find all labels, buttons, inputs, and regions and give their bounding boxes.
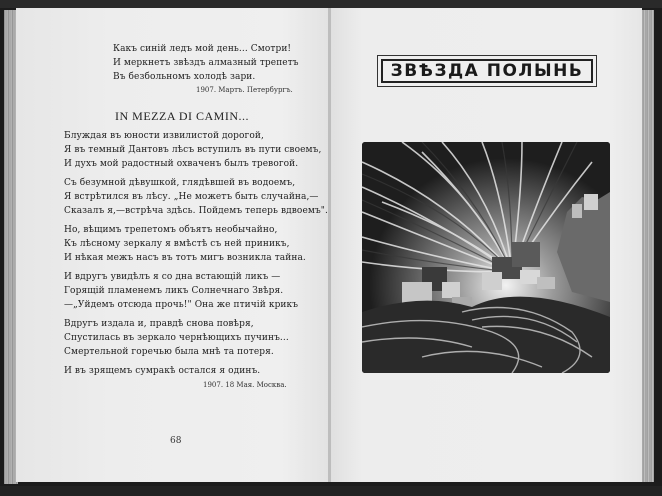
poem-line: Спустилась въ зеркало чернѣющихъ пучинъ... bbox=[64, 333, 289, 343]
poem-title: IN MEZZA DI CAMIN... bbox=[115, 109, 249, 123]
book-cover-bottom-edge bbox=[0, 486, 662, 496]
page-edges-right bbox=[640, 10, 654, 482]
poem-line: И вдругъ увидѣлъ я со дна встающій ликъ — bbox=[64, 272, 281, 282]
poem-line: Горящій пламенемъ ликъ Солнечнаго Звѣря. bbox=[64, 286, 284, 296]
epigraph-line: И меркнетъ звѣздъ алмазный трепетъ bbox=[113, 58, 299, 68]
book-cover-top-edge bbox=[0, 0, 662, 8]
poem-line: И духъ мой радостный охваченъ былъ тревогой. bbox=[64, 159, 299, 169]
poem-line: Съ безумной дѣвушкой, глядѣвшей въ водоемъ, bbox=[64, 178, 296, 188]
poem-line: И въ зрящемъ сумракѣ остался я одинъ. bbox=[64, 366, 261, 376]
poem-line: Вдругъ издала и, правдѣ снова повѣря, bbox=[64, 319, 254, 329]
poem-line: Я въ темный Дантовъ лѣсъ вступилъ въ пути своемъ, bbox=[64, 145, 322, 155]
page-number: 68 bbox=[170, 436, 182, 446]
epigraph-line: Какъ синій ледъ мой день... Смотри! bbox=[113, 44, 292, 54]
poem-date-place: 1907. 18 Мая. Москва. bbox=[203, 381, 287, 389]
poem-line: Смертельной горечью была мнѣ та потеря. bbox=[64, 347, 274, 357]
epigraph-line: Въ безбольномъ холодѣ зари. bbox=[113, 72, 256, 82]
poem-line: —„Уйдемъ отсюда прочь!" Она же птичій крикъ bbox=[64, 300, 299, 310]
epigraph-date-place: 1907. Мартъ. Петербургъ. bbox=[196, 86, 293, 94]
woodcut-illustration bbox=[362, 142, 610, 373]
section-title-frame bbox=[377, 55, 597, 87]
poem-line: Блуждая въ юности извилистой дорогой, bbox=[64, 131, 264, 141]
poem-line: Но, вѣщимъ трепетомъ объятъ необычайно, bbox=[64, 225, 278, 235]
section-title-inner-frame bbox=[381, 59, 593, 83]
poem-line: Сказалъ я,—встрѣча здѣсь. Пойдемъ теперь вдвоемъ". bbox=[64, 206, 329, 216]
landscape-rays-image bbox=[362, 142, 610, 373]
section-title: ЗВѢЗДА ПОЛЫНЬ bbox=[390, 61, 584, 81]
poem-line: Я встрѣтился въ лѣсу. „Не можетъ быть случайна,— bbox=[64, 192, 319, 202]
poem-line: И нѣкая межъ насъ въ тотъ мигъ возникла тайна. bbox=[64, 253, 306, 263]
poem-line: Къ лѣсному зеркалу я вмѣстѣ съ ней приникъ, bbox=[64, 239, 290, 249]
